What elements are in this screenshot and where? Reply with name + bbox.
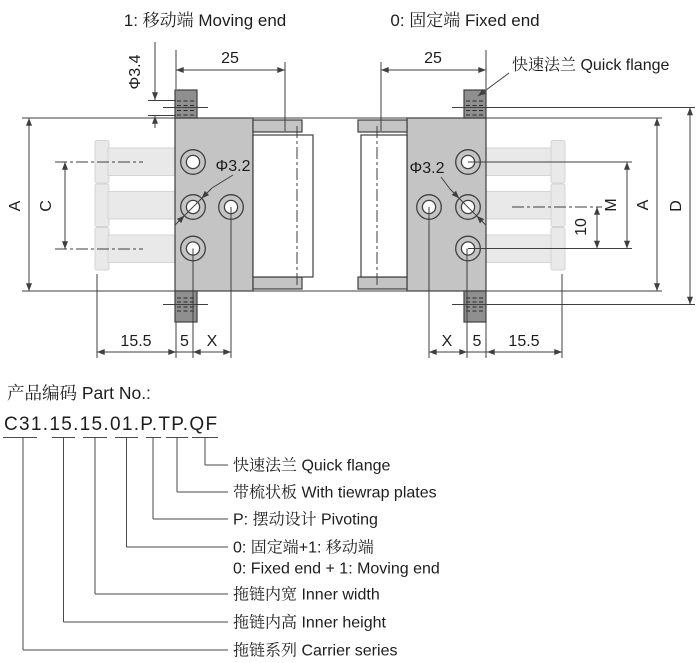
- dim-25-left: 25: [221, 50, 239, 67]
- quick-flange-label: 快速法兰 Quick flange: [512, 57, 670, 74]
- label-inner-width: 拖链内宽 Inner width: [233, 586, 380, 604]
- label-tiewrap-plates: 带梳状板 With tiewrap plates: [233, 484, 437, 502]
- dim-X-left: X: [206, 333, 218, 350]
- carrier-links-right: [486, 141, 602, 271]
- dim-C: C: [38, 200, 55, 212]
- label-quick-flange: 快速法兰 Quick flange: [233, 457, 391, 475]
- dim-phi32-left: Φ3.2: [215, 158, 251, 175]
- dim-5-right: 5: [472, 333, 482, 350]
- dim-5-left: 5: [180, 333, 189, 350]
- carrier-links-left: [55, 141, 176, 271]
- link-side-view-right: [361, 135, 407, 277]
- dim-10: 10: [573, 218, 590, 236]
- label-pivoting: P: 摆动设计 Pivoting: [233, 511, 378, 529]
- dim-phi32-right: Φ3.2: [409, 160, 445, 177]
- left-title: 1: 移动端 Moving end: [123, 11, 287, 30]
- quick-flange-leader: [478, 73, 509, 96]
- right-title: 0: 固定端 Fixed end: [390, 11, 540, 30]
- label-carrier-series: 拖链系列 Carrier series: [233, 642, 398, 660]
- part-number-section: [3, 383, 440, 660]
- part-no-code: C31.15.15.01.P.TP.QF: [4, 414, 219, 435]
- dim-155-right: 15.5: [508, 333, 540, 350]
- label-end-config-cn: 0: 固定端+1: 移动端: [233, 539, 374, 557]
- quick-flange-bottom-right: [452, 291, 695, 322]
- label-inner-height: 拖链内高 Inner height: [233, 614, 386, 632]
- dim-155-left: 15.5: [120, 333, 152, 350]
- quick-flange-top-left: [163, 90, 208, 118]
- dim-25-right: 25: [424, 50, 442, 67]
- left-drawing: [7, 11, 313, 358]
- dim-M: M: [603, 198, 620, 212]
- dim-A-left: A: [7, 200, 24, 212]
- dim-D: D: [668, 200, 685, 212]
- part-no-heading: 产品编码 Part No.:: [7, 383, 151, 403]
- quick-flange-top-right: [452, 90, 695, 118]
- part-number-tree-lines: [3, 438, 228, 651]
- quick-flange-bottom-left: [163, 291, 208, 322]
- dim-X-right: X: [441, 333, 453, 350]
- dim-A-right: A: [635, 199, 652, 211]
- link-side-view-left: [253, 135, 313, 277]
- dim-phi34: Φ3.4: [127, 54, 144, 90]
- label-end-config-en: 0: Fixed end + 1: Moving end: [233, 560, 440, 578]
- right-drawing: [358, 11, 695, 358]
